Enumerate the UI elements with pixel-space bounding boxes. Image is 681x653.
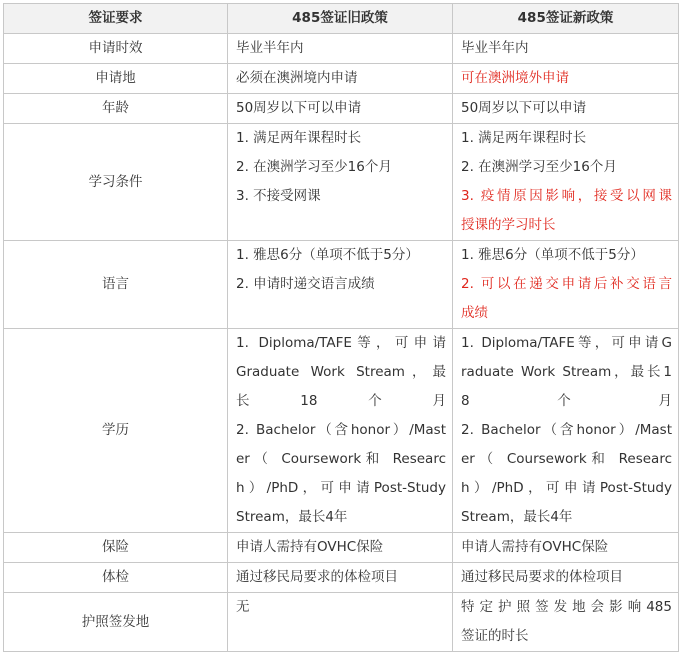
cell-line: 1. Diploma/TAFE等，可申请: [236, 335, 446, 351]
old-policy-cell: [228, 64, 453, 94]
cell-line: 申请人需持有OVHC保险: [461, 539, 609, 555]
new-policy-cell: [453, 64, 679, 94]
table-row: [4, 533, 679, 563]
cell-line: 3. 不接受网课: [236, 188, 321, 204]
cell-line: 通过移民局要求的体检项目: [236, 569, 398, 585]
old-policy-cell: [228, 329, 453, 533]
row-label: 年龄: [4, 94, 228, 124]
cell-line: Graduate Work Stream，最: [236, 364, 446, 380]
cell-line: 1. Diploma/TAFE等，可申请G: [461, 335, 672, 351]
cell-line: h）/PhD，可申请Post-Study: [236, 480, 446, 496]
cell-line: 必须在澳洲境内申请: [236, 70, 358, 86]
cell-line: 8个月: [461, 393, 672, 409]
new-policy-cell: [453, 329, 679, 533]
cell-line: 1. 雅思6分（单项不低于5分）: [461, 247, 644, 263]
cell-line: 2. 申请时递交语言成绩: [236, 276, 375, 292]
old-policy-cell: [228, 533, 453, 563]
row-label: 语言: [4, 241, 228, 329]
cell-line: 1. 满足两年课程时长: [461, 130, 587, 146]
table-row: [4, 329, 679, 533]
old-policy-cell: [228, 124, 453, 241]
old-policy-cell: [228, 241, 453, 329]
cell-line: 2. 可以在递交申请后补交语言: [461, 276, 672, 292]
cell-line: raduate Work Stream，最长1: [461, 364, 672, 380]
table-row: [4, 64, 679, 94]
cell-line: 可在澳洲境外申请: [461, 70, 569, 86]
cell-line: er（ Coursework和 Researc: [461, 451, 672, 467]
cell-line: 1. 满足两年课程时长: [236, 130, 362, 146]
table-row: [4, 34, 679, 64]
table-row: [4, 593, 679, 652]
old-policy-cell: [228, 563, 453, 593]
new-policy-cell: [453, 533, 679, 563]
old-policy-cell: [228, 34, 453, 64]
header-new-policy: 485签证新政策: [453, 4, 679, 34]
cell-line: 申请人需持有OVHC保险: [236, 539, 384, 555]
row-label: 护照签发地: [4, 593, 228, 652]
cell-line: 签证的时长: [461, 628, 529, 644]
cell-line: 成绩: [461, 305, 488, 321]
table-row: [4, 563, 679, 593]
cell-line: 50周岁以下可以申请: [236, 100, 362, 116]
header-old-policy: 485签证旧政策: [228, 4, 453, 34]
old-policy-cell: [228, 593, 453, 652]
new-policy-cell: [453, 94, 679, 124]
cell-line: 毕业半年内: [461, 40, 529, 56]
cell-line: 长18个月: [236, 393, 446, 409]
new-policy-cell: [453, 34, 679, 64]
cell-line: er（ Coursework和 Researc: [236, 451, 446, 467]
cell-line: 特定护照签发地会影响485: [461, 599, 672, 615]
header-row: [4, 4, 679, 34]
cell-line: 50周岁以下可以申请: [461, 100, 587, 116]
new-policy-cell: [453, 593, 679, 652]
table-row: [4, 94, 679, 124]
cell-line: 毕业半年内: [236, 40, 304, 56]
cell-line: 3. 疫情原因影响，接受以网课: [461, 188, 672, 204]
cell-line: Stream，最长4年: [236, 509, 348, 525]
cell-line: 1. 雅思6分（单项不低于5分）: [236, 247, 419, 263]
row-label: 申请地: [4, 64, 228, 94]
cell-line: 无: [236, 599, 250, 615]
row-label: 申请时效: [4, 34, 228, 64]
cell-line: Stream，最长4年: [461, 509, 573, 525]
old-policy-cell: [228, 94, 453, 124]
header-requirement: 签证要求: [4, 4, 228, 34]
table-row: [4, 241, 679, 329]
cell-line: h）/PhD，可申请Post-Study: [461, 480, 672, 496]
row-label: 学历: [4, 329, 228, 533]
cell-line: 2. 在澳洲学习至少16个月: [461, 159, 617, 175]
row-label: 保险: [4, 533, 228, 563]
new-policy-cell: [453, 241, 679, 329]
new-policy-cell: [453, 124, 679, 241]
row-label: 体检: [4, 563, 228, 593]
row-label: 学习条件: [4, 124, 228, 241]
new-policy-cell: [453, 563, 679, 593]
visa-comparison-table: [3, 3, 679, 652]
table-row: [4, 124, 679, 241]
cell-line: 通过移民局要求的体检项目: [461, 569, 623, 585]
cell-line: 授课的学习时长: [461, 217, 556, 233]
cell-line: 2. 在澳洲学习至少16个月: [236, 159, 392, 175]
cell-line: 2. Bachelor（含honor）/Mast: [461, 422, 672, 438]
cell-line: 2. Bachelor（含honor）/Mast: [236, 422, 446, 438]
